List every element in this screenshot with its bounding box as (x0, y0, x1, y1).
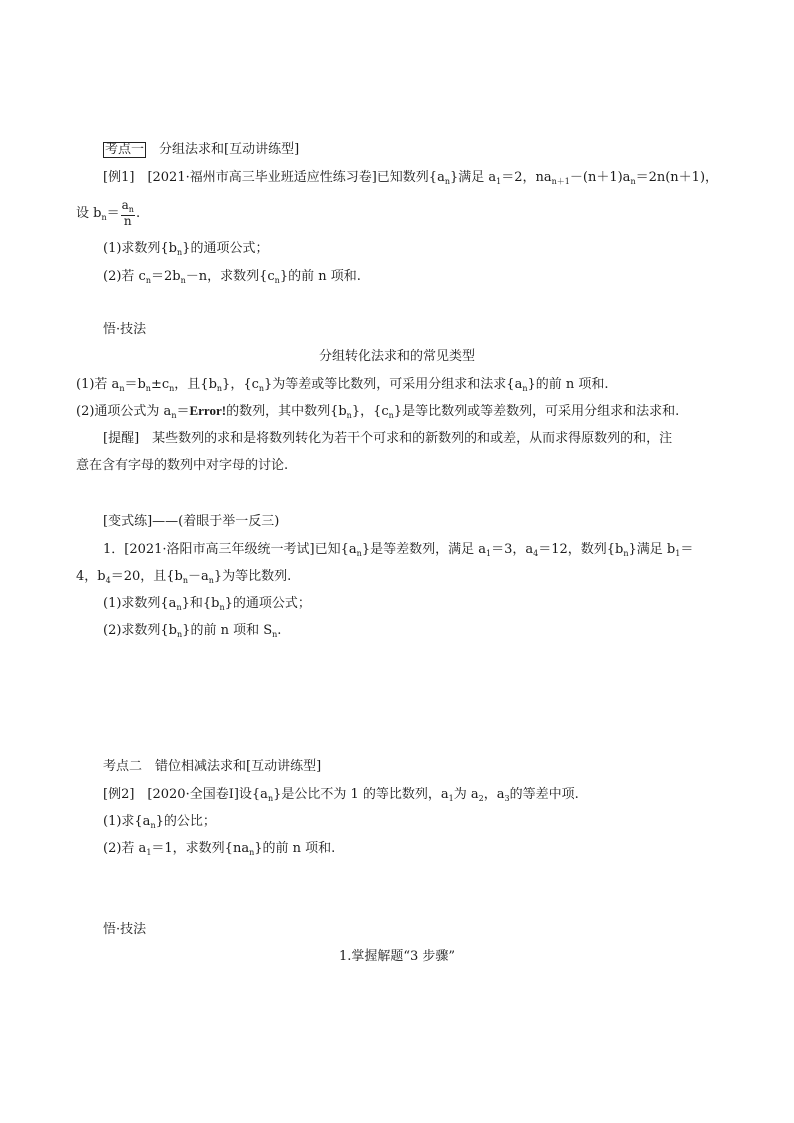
example1-line1: [例1] [2021·福州市高三毕业班适应性练习卷]已知数列$\{a_n\}$满足 $a_1=2$，$na_{n+1}-(n+1)a_n=2n(n+1)$， (103, 170, 719, 186)
example1-line2: 设 $b_n=$ $\frac{a_n}{n}$ . (76, 198, 141, 228)
variant-line2: 4，$b_4=20$，且$\{b_n-a_n\}$为等比数列. (76, 569, 292, 585)
section1-title (103, 141, 299, 159)
example1-q2: (2)若 $c_n=2b_n-n$，求数列$\{c_n\}$的前 n 项和. (103, 269, 361, 285)
variant-line1: 1．[2021·洛阳市高三年级统一考试]已知$\{a_n\}$是等差数列，满足 $a_1=3$，$a_4=12$，数列$\{b_n\}$满足 $b_1=$ (103, 542, 694, 558)
tip-line-1: [提醒] 某些数列的求和是将数列转化为若干个可求和的新数列的和或差，从而求得原数列的和，注 (103, 431, 673, 446)
variant-practice-label: [变式练]——(着眼于举一反三) (103, 514, 280, 529)
tip-line-2: 意在含有字母的数列中对字母的讨论. (76, 458, 289, 473)
section2-title: 考点二 错位相减法求和[互动讲练型] (103, 759, 322, 774)
error-marker: Error! (189, 403, 227, 418)
type-2-text: (2)通项公式为 $a_n=Error$!的数列，其中数列$\{b_n\}$，$\{c_n\}$是等比数列或等差数列，可采用分组求和法求和. (76, 403, 680, 420)
example1-label: [例1] (103, 170, 135, 185)
technique-heading-1: 分组转化法求和的常见类型 (318, 349, 475, 364)
section1-title-text: 分组法求和[互动讲练型] (159, 142, 300, 157)
example1-q1: (1)求数列$\{b_n\}$的通项公式； (103, 241, 269, 257)
variant-q2: (2)求数列$\{b_n\}$的前 n 项和 $S_n$. (103, 623, 282, 639)
type-1-text: (1)若 $a_n=b_n\pm c_n$，且$\{b_n\}$，$\{c_n\}$为等差或等比数列，可采用分组求和法求$\{a_n\}$的前 n 项和. (76, 377, 609, 393)
fraction-an-over-n: $\frac{a_n}{n}$ (121, 198, 134, 228)
technique-label-2: 悟·技法 (103, 922, 147, 937)
example2-line1: [例2] [2020·全国卷Ⅰ]设$\{a_n\}$是公比不为 1 的等比数列，$a_1$为 $a_2$，$a_3$的等差中项. (103, 787, 579, 803)
variant-q1: (1)求数列$\{a_n\}$和$\{b_n\}$的通项公式； (103, 596, 311, 612)
example2-q2: (2)若 $a_1=1$，求数列$\{na_n\}$的前 n 项和. (103, 841, 336, 857)
technique-heading-2: 1.掌握解题“3 步骤” (338, 949, 456, 964)
technique-label-1: 悟·技法 (103, 322, 147, 337)
example2-q1: (1)求$\{a_n\}$的公比； (103, 814, 216, 830)
section1-title-box: 考点一 (105, 142, 145, 157)
